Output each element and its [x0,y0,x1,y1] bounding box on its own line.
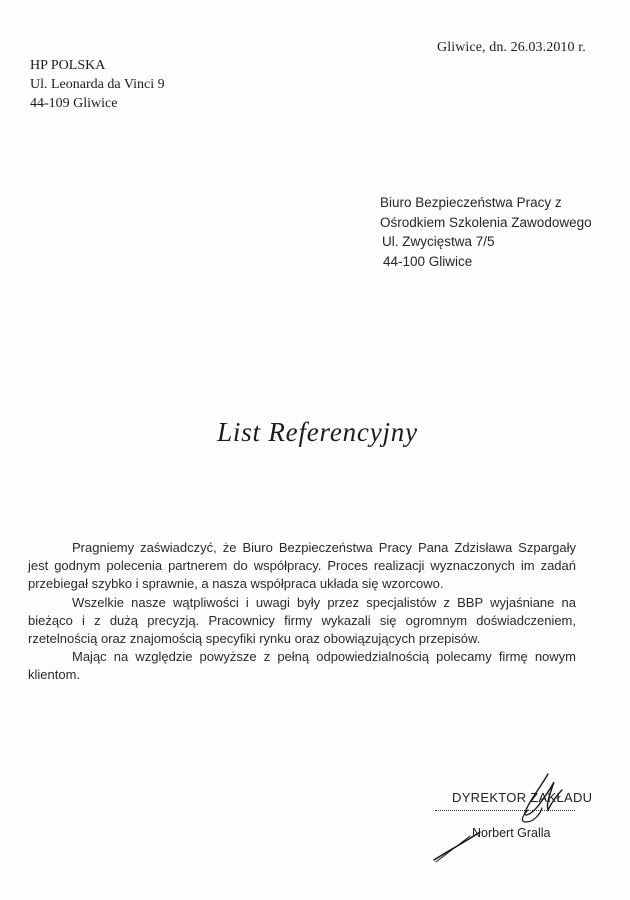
sender-city: 44-109 Gliwice [30,96,118,111]
body-paragraph-1: Pragniemy zaświadczyć, że Biuro Bezpieczeństwa Pracy Pana Zdzisława Szpargały jest godnym polecenia partnerem do współpracy. Proces realizacji wyznaczonych im zadań przebiegał szybko i sprawnie, a nasza współpraca układa się wzorcowo. [28,540,576,592]
signature-title: DYREKTOR ZAKŁADU [452,790,593,805]
recipient-line-1: Biuro Bezpieczeństwa Pracy z [380,195,562,210]
letter-title: List Referencyjny [217,417,418,447]
body-paragraph-2: Wszelkie nasze wątpliwości i uwagi były przez specjalistów z BBP wyjaśniane na bieżąco i z dużą precyzją. Pracownicy firmy wykazali się ogromnym doświadczeniem, rzetelnością oraz znajomością specyfiki rynku oraz obowiązujących przepisów. [28,594,576,647]
signature-block [430,770,610,880]
recipient-line-4: 44-100 Gliwice [383,253,473,269]
sender-street: Ul. Leonarda da Vinci 9 [30,77,165,92]
recipient-line-3: Ul. Zwycięstwa 7/5 [382,234,495,249]
sender-address [30,56,165,113]
signer-name: Norbert Gralla [472,826,551,840]
recipient-address [380,193,592,271]
letter-body [28,539,576,685]
body-paragraph-3: Mając na względzie powyższe z pełną odpowiedzialnością polecamy firmę nowym klientom. [28,649,576,683]
recipient-line-2: Ośrodkiem Szkolenia Zawodowego [380,214,592,230]
sender-name: HP POLSKA [30,58,106,73]
place-and-date: Gliwice, dn. 26.03.2010 r. [437,40,586,55]
signature-dotted-line [435,810,575,811]
handwritten-signature [430,770,610,880]
